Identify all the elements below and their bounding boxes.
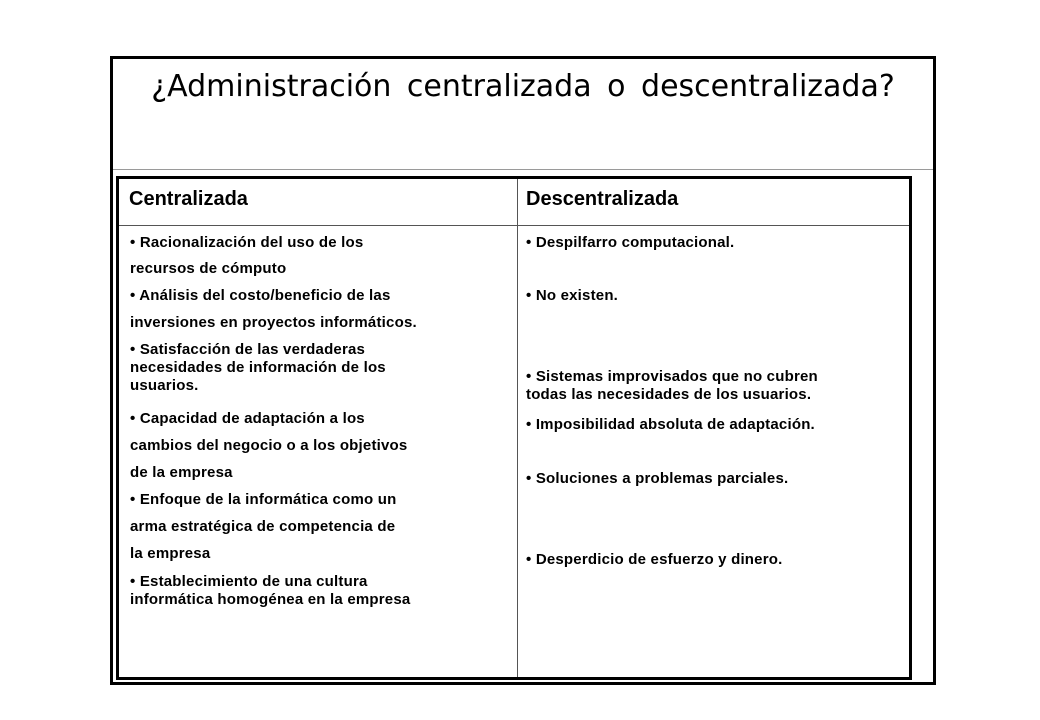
centralizada-line: • Capacidad de adaptación a los (130, 410, 365, 427)
descentralizada-line: • Despilfarro computacional. (526, 234, 735, 251)
centralizada-line: de la empresa (130, 464, 233, 481)
centralizada-line: arma estratégica de competencia de (130, 518, 396, 535)
descentralizada-line: • Desperdicio de esfuerzo y dinero. (526, 551, 783, 568)
column-divider (517, 179, 518, 677)
centralizada-line: necesidades de información de los (130, 359, 386, 376)
centralizada-line: • Satisfacción de las verdaderas (130, 341, 366, 358)
header-divider (119, 225, 909, 226)
header-centralizada: Centralizada (129, 188, 248, 210)
centralizada-line: • Análisis del costo/beneficio de las (130, 287, 391, 304)
descentralizada-line: todas las necesidades de los usuarios. (526, 386, 812, 403)
centralizada-line: • Establecimiento de una cultura (130, 573, 368, 590)
centralizada-line: inversiones en proyectos informáticos. (130, 314, 417, 331)
centralizada-line: cambios del negocio o a los objetivos (130, 437, 408, 454)
centralizada-line: recursos de cómputo (130, 260, 287, 277)
descentralizada-line: • Sistemas improvisados que no cubren (526, 368, 818, 385)
title-divider (113, 169, 933, 170)
centralizada-line: • Enfoque de la informática como un (130, 491, 397, 508)
centralizada-line: • Racionalización del uso de los (130, 234, 364, 251)
centralizada-line: informática homogénea en la empresa (130, 591, 411, 608)
descentralizada-line: • No existen. (526, 287, 619, 304)
centralizada-line: la empresa (130, 545, 211, 562)
header-descentralizada: Descentralizada (526, 188, 679, 210)
centralizada-line: usuarios. (130, 377, 199, 394)
descentralizada-line: • Soluciones a problemas parciales. (526, 470, 789, 487)
comparison-table (116, 176, 912, 680)
descentralizada-line: • Imposibilidad absoluta de adaptación. (526, 416, 815, 433)
slide-title: ¿Administración centralizada o descentralizada? (151, 69, 895, 104)
